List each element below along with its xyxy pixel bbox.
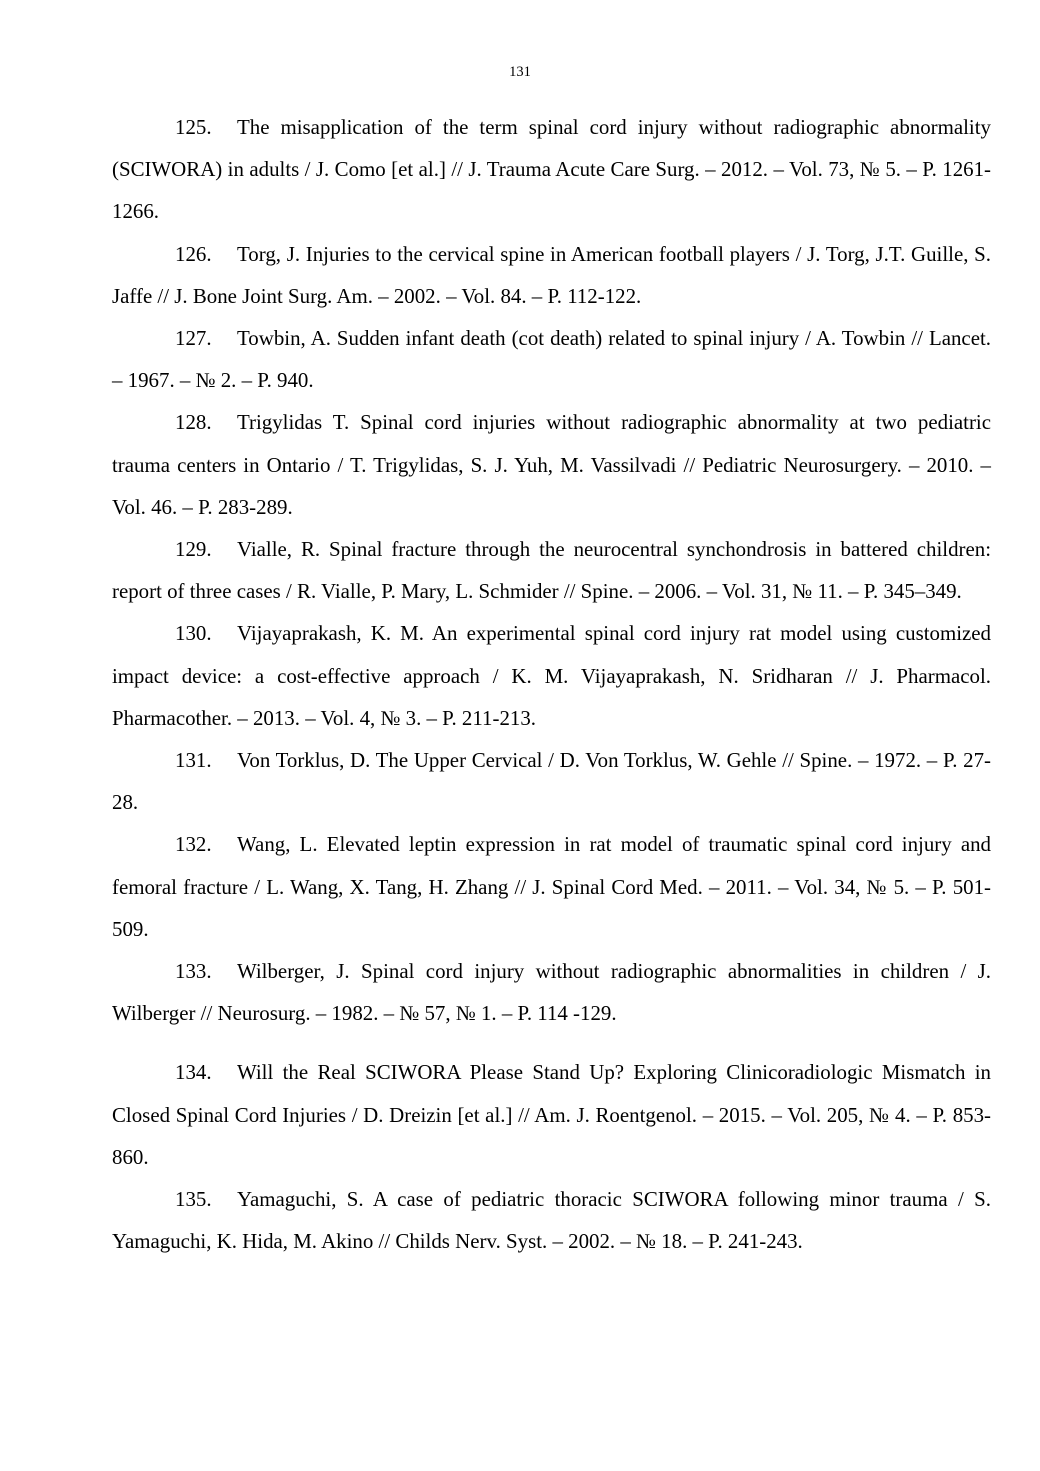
reference-text: Wang, L. Elevated leptin expression in rat model of traumatic spinal cord injury and femoral fracture / L. Wang, X. Tang, H. Zhang // J. Spinal Cord Med. – 2011. – Vol. 34, № 5. – P. 501-509. (112, 832, 991, 941)
reference-number: 127. (175, 326, 212, 351)
reference-number: 135. (175, 1187, 212, 1212)
reference-number: 126. (175, 241, 212, 266)
reference-item (112, 950, 991, 1034)
reference-number: 131. (175, 748, 212, 773)
reference-text: Trigylidas T. Spinal cord injuries without radiographic abnormality at two pediatric trauma centers in Ontario / T. Trigylidas, S. J. Yuh, M. Vassilvadi // Pediatric Neurosurgery. – 2010. – Vol. 46. – P. 283-289. (112, 410, 991, 519)
reference-number: 134. (175, 1060, 212, 1085)
reference-text: Vijayaprakash, K. M. An experimental spinal cord injury rat model using customized impact device: a cost-effective approach / K. M. Vijayaprakash, N. Sridharan // J. Pharmacol. Pharmacother. – 2013. – Vol. 4, № 3. – P. 211-213. (112, 621, 991, 730)
reference-text: The misapplication of the term spinal cord injury without radiographic abnormality (SCIWORA) in adults / J. Como [et al.] // J. Trauma Acute Care Surg. – 2012. – Vol. 73, № 5. – P. 1261-1266. (112, 115, 991, 224)
reference-item (112, 823, 991, 950)
reference-text: Towbin, A. Sudden infant death (cot death) related to spinal injury / A. Towbin // Lancet. – 1967. – № 2. – P. 940. (112, 326, 991, 393)
reference-text: Vialle, R. Spinal fracture through the neurocentral synchondrosis in battered children: report of three cases / R. Vialle, P. Mary, L. Schmider // Spine. – 2006. – Vol. 31, № 11. – P. 345–349. (112, 537, 991, 604)
reference-number: 132. (175, 832, 212, 857)
reference-item (112, 233, 991, 317)
reference-text: Wilberger, J. Spinal cord injury without radiographic abnormalities in children / J. Wilberger // Neurosurg. – 1982. – № 57, № 1. – P. 114 -129. (112, 959, 991, 1026)
reference-number: 125. (175, 115, 212, 139)
reference-item (112, 317, 991, 401)
reference-text: Yamaguchi, S. A case of pediatric thoracic SCIWORA following minor trauma / S. Yamaguchi, K. Hida, M. Akino // Childs Nerv. Syst. – 2002. – № 18. – P. 241-243. (112, 1187, 991, 1254)
reference-item (112, 1178, 991, 1262)
reference-number: 130. (175, 621, 212, 646)
reference-text: Von Torklus, D. The Upper Cervical / D. Von Torklus, W. Gehle // Spine. – 1972. – P. 27-28. (112, 748, 991, 815)
reference-list (112, 106, 991, 1262)
page-number: 131 (509, 64, 531, 80)
reference-item (112, 1051, 991, 1178)
reference-number: 133. (175, 959, 212, 984)
reference-item (112, 528, 991, 612)
reference-text: Torg, J. Injuries to the cervical spine in American football players / J. Torg, J.T. Guille, S. Jaffe // J. Bone Joint Surg. Am. – 2002. – Vol. 84. – P. 112-122. (112, 241, 991, 308)
reference-item (112, 401, 991, 528)
reference-text: Will the Real SCIWORA Please Stand Up? Exploring Clinicoradiologic Mismatch in Closed Spinal Cord Injuries / D. Dreizin [et al.] // Am. J. Roentgenol. – 2015. – Vol. 205, № 4. – P. 853-860. (112, 1060, 991, 1169)
reference-item (112, 612, 991, 739)
reference-item (112, 739, 991, 823)
reference-number: 128. (175, 410, 212, 435)
reference-number: 129. (175, 537, 212, 562)
reference-item (112, 106, 991, 233)
